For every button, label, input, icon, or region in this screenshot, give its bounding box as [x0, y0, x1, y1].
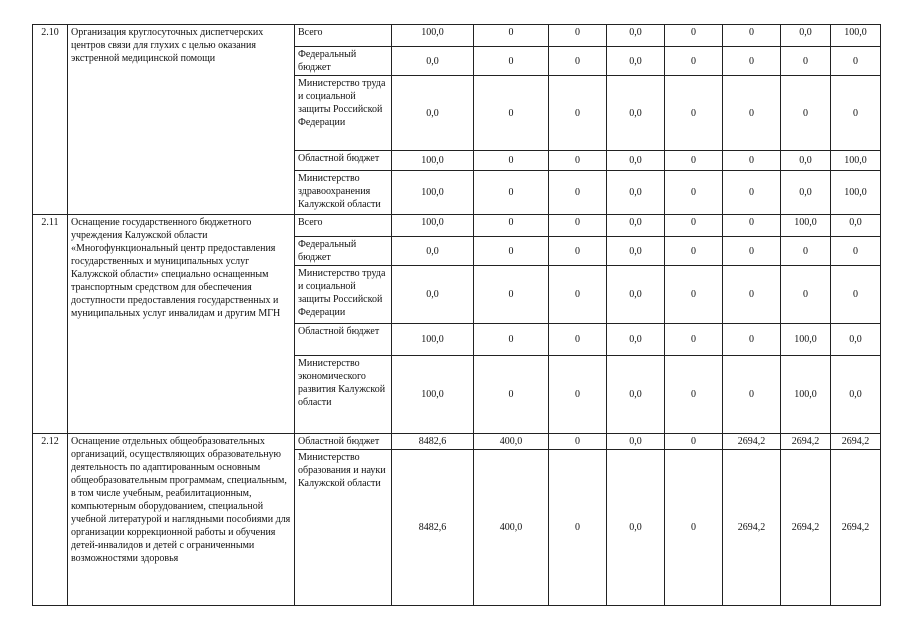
amount-cell: 0: [781, 237, 831, 266]
amount-cell: 0,0: [607, 47, 665, 76]
amount-cell: 0: [474, 324, 549, 356]
amount-cell: 0: [474, 266, 549, 324]
amount-cell: 0: [549, 151, 607, 171]
table-body: [33, 25, 881, 606]
amount-cell: 0: [549, 25, 607, 47]
amount-cell: 8482,6: [392, 450, 474, 606]
amount-cell: 0: [474, 47, 549, 76]
amount-cell: 0: [549, 266, 607, 324]
funding-source: Всего: [295, 215, 392, 237]
amount-cell: 100,0: [392, 25, 474, 47]
funding-source: Министерство здравоохранения Калужской области: [295, 171, 392, 215]
amount-cell: 100,0: [392, 356, 474, 434]
amount-cell: 0: [723, 47, 781, 76]
amount-cell: 100,0: [392, 151, 474, 171]
amount-cell: 0: [723, 356, 781, 434]
amount-cell: 100,0: [392, 324, 474, 356]
amount-cell: 0: [781, 266, 831, 324]
amount-cell: 0,0: [781, 25, 831, 47]
amount-cell: 2694,2: [781, 434, 831, 450]
amount-cell: 0: [549, 76, 607, 151]
amount-cell: 0: [665, 25, 723, 47]
amount-cell: 0: [723, 171, 781, 215]
amount-cell: 2694,2: [831, 434, 881, 450]
table-row: [33, 215, 881, 237]
amount-cell: 0: [549, 171, 607, 215]
funding-source: Министерство экономического развития Калужской области: [295, 356, 392, 434]
amount-cell: 0: [549, 356, 607, 434]
amount-cell: 0: [723, 237, 781, 266]
amount-cell: 0,0: [607, 171, 665, 215]
amount-cell: 0,0: [781, 151, 831, 171]
amount-cell: 0,0: [781, 171, 831, 215]
amount-cell: 0,0: [392, 76, 474, 151]
amount-cell: 100,0: [781, 215, 831, 237]
amount-cell: 0,0: [607, 237, 665, 266]
amount-cell: 0: [831, 47, 881, 76]
amount-cell: 100,0: [781, 324, 831, 356]
amount-cell: 0: [474, 25, 549, 47]
amount-cell: 0: [549, 434, 607, 450]
amount-cell: 0: [474, 215, 549, 237]
amount-cell: 0: [723, 324, 781, 356]
funding-source: Министерство труда и социальной защиты Российской Федерации: [295, 76, 392, 151]
amount-cell: 0: [549, 237, 607, 266]
amount-cell: 100,0: [781, 356, 831, 434]
amount-cell: 0,0: [392, 237, 474, 266]
amount-cell: 0,0: [607, 215, 665, 237]
amount-cell: 0: [665, 434, 723, 450]
amount-cell: 0: [781, 76, 831, 151]
amount-cell: 0: [665, 237, 723, 266]
amount-cell: 0: [723, 25, 781, 47]
amount-cell: 0: [549, 215, 607, 237]
amount-cell: 0: [723, 76, 781, 151]
amount-cell: 0: [831, 237, 881, 266]
amount-cell: 2694,2: [723, 434, 781, 450]
amount-cell: 0,0: [607, 434, 665, 450]
amount-cell: 2694,2: [831, 450, 881, 606]
amount-cell: 0: [474, 356, 549, 434]
amount-cell: 100,0: [392, 215, 474, 237]
item-number: 2.12: [33, 434, 68, 606]
amount-cell: 0,0: [607, 356, 665, 434]
item-number: 2.11: [33, 215, 68, 434]
amount-cell: 100,0: [831, 151, 881, 171]
amount-cell: 100,0: [392, 171, 474, 215]
budget-table: [32, 24, 881, 606]
amount-cell: 0: [723, 151, 781, 171]
amount-cell: 0: [474, 151, 549, 171]
amount-cell: 0,0: [607, 25, 665, 47]
amount-cell: 0: [474, 237, 549, 266]
amount-cell: 100,0: [831, 171, 881, 215]
item-title: Оснащение государственного бюджетного учреждения Калужской области «Многофункциональный центр предоставления государственных и муниципальных услуг Калужской области» специально оснащенным транспортным средством для обеспечения доступности предоставления государственных и муниципальных услуг инвалидам и другим МГН: [68, 215, 295, 434]
funding-source: Областной бюджет: [295, 324, 392, 356]
item-number: 2.10: [33, 25, 68, 215]
amount-cell: 0,0: [392, 47, 474, 76]
amount-cell: 100,0: [831, 25, 881, 47]
amount-cell: 0,0: [607, 450, 665, 606]
amount-cell: 8482,6: [392, 434, 474, 450]
funding-source: Федеральный бюджет: [295, 237, 392, 266]
amount-cell: 400,0: [474, 450, 549, 606]
item-title: Оснащение отдельных общеобразовательных организаций, осуществляющих образовательную деятельность по адаптированным основным общеобразовательным программам, специальным, в том числе учебным, реабилитационным, компьютерным оборудованием, специальной учебной литературой и наглядными пособиями для организации коррекционной работы и обучения детей-инвалидов и детей с ограниченными возможностями здоровья: [68, 434, 295, 606]
amount-cell: 0: [665, 450, 723, 606]
amount-cell: 0: [474, 76, 549, 151]
amount-cell: 0: [665, 324, 723, 356]
amount-cell: 0: [665, 215, 723, 237]
amount-cell: 400,0: [474, 434, 549, 450]
funding-source: Всего: [295, 25, 392, 47]
item-title: Организация круглосуточных диспетчерских центров связи для глухих с целью оказания экстренной медицинской помощи: [68, 25, 295, 215]
amount-cell: 0,0: [831, 356, 881, 434]
amount-cell: 0: [474, 171, 549, 215]
amount-cell: 0: [549, 324, 607, 356]
amount-cell: 0: [665, 356, 723, 434]
amount-cell: 2694,2: [781, 450, 831, 606]
amount-cell: 0: [831, 266, 881, 324]
funding-source: Министерство труда и социальной защиты Российской Федерации: [295, 266, 392, 324]
amount-cell: 0: [723, 266, 781, 324]
amount-cell: 0,0: [607, 151, 665, 171]
amount-cell: 0: [549, 47, 607, 76]
funding-source: Областной бюджет: [295, 434, 392, 450]
amount-cell: 0,0: [607, 76, 665, 151]
amount-cell: 0,0: [392, 266, 474, 324]
amount-cell: 0: [781, 47, 831, 76]
funding-source: Федеральный бюджет: [295, 47, 392, 76]
amount-cell: 0: [665, 171, 723, 215]
table-row: [33, 25, 881, 47]
amount-cell: 0,0: [607, 266, 665, 324]
amount-cell: 0: [665, 47, 723, 76]
table-row: [33, 434, 881, 450]
amount-cell: 0,0: [831, 324, 881, 356]
amount-cell: 0,0: [831, 215, 881, 237]
amount-cell: 0,0: [607, 324, 665, 356]
amount-cell: 0: [549, 450, 607, 606]
funding-source: Областной бюджет: [295, 151, 392, 171]
amount-cell: 0: [665, 151, 723, 171]
amount-cell: 2694,2: [723, 450, 781, 606]
funding-source: Министерство образования и науки Калужской области: [295, 450, 392, 606]
amount-cell: 0: [665, 266, 723, 324]
amount-cell: 0: [723, 215, 781, 237]
amount-cell: 0: [831, 76, 881, 151]
amount-cell: 0: [665, 76, 723, 151]
